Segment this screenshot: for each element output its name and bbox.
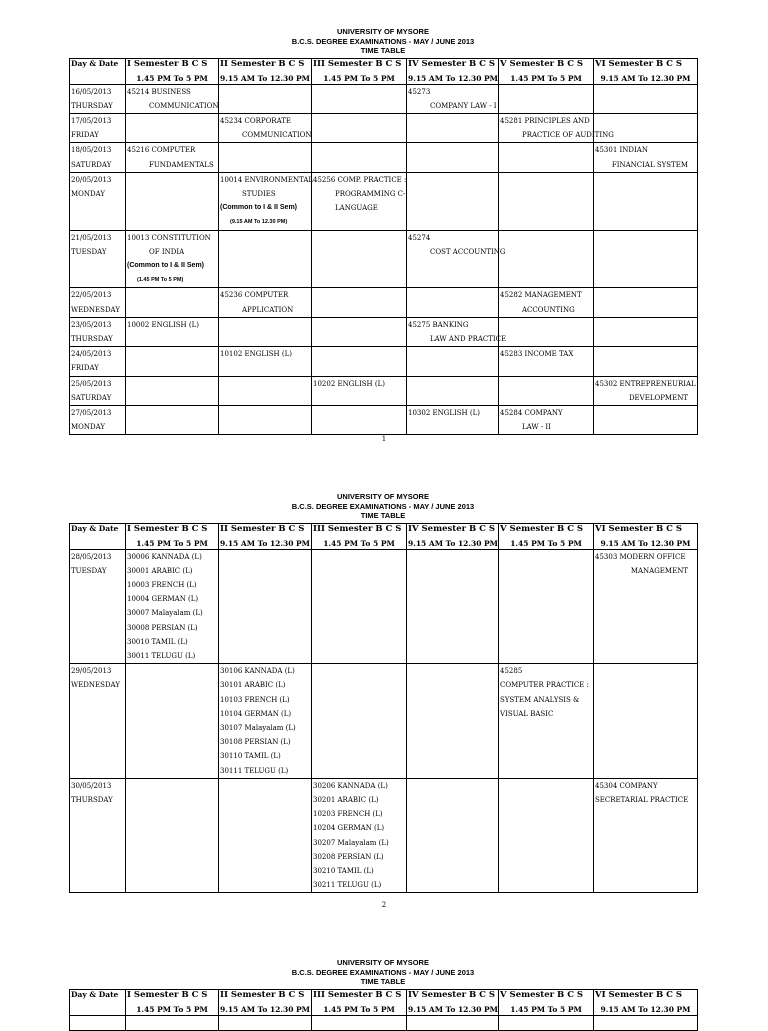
table-body: [70, 1015, 698, 1030]
exam-cell: [312, 405, 407, 434]
exam-cell: [312, 549, 407, 664]
timetable-page-3: [69, 958, 697, 1031]
exam-cell: [219, 317, 312, 346]
exam-line: 10003 FRENCH (L): [127, 580, 197, 589]
exam-line: 30111 TELUGU (L): [220, 766, 289, 775]
exam-line: 45304 COMPANY: [595, 781, 658, 790]
semester-time: 1.45 PM To 5 PM: [136, 538, 208, 548]
exam-cell: [126, 317, 219, 346]
exam-line: PROGRAMMING C-: [335, 189, 406, 198]
day-date-cell: [70, 113, 126, 142]
exam-line: 30106 KANNADA (L): [220, 667, 295, 676]
exam-cell: [219, 113, 312, 142]
exam-cell: [126, 230, 219, 288]
exam-cell: [126, 143, 219, 172]
exam-cell: [219, 1015, 312, 1030]
exam-cell: [219, 288, 312, 317]
exam-date: 25/05/2013: [71, 379, 112, 388]
table-row: [70, 376, 698, 405]
semester-time: 9.15 AM To 12.30 PM: [600, 538, 691, 548]
semester-header: [219, 58, 312, 84]
timetable: [69, 989, 698, 1031]
exam-day: MONDAY: [71, 189, 106, 198]
exam-cell: [312, 230, 407, 288]
day-date-header: Day & Date: [70, 989, 126, 1015]
exam-line: STUDIES: [242, 189, 276, 198]
exam-line: 45214 BUSINESS: [127, 87, 191, 96]
exam-cell: [407, 664, 499, 779]
exam-line: MANAGEMENT: [630, 566, 688, 575]
exam-cell: [219, 143, 312, 172]
exam-cell: [312, 778, 407, 893]
exam-cell: [126, 1015, 219, 1030]
exam-line: PRACTICE OF AUDITING: [522, 131, 614, 140]
exam-line: 45303 MODERN OFFICE: [595, 552, 686, 561]
exam-line: 45216 COMPUTER: [127, 146, 196, 155]
exam-line: DEVELOPMENT: [628, 393, 688, 402]
exam-date: 17/05/2013: [71, 116, 112, 125]
exam-line: COMMUNICATION: [242, 131, 312, 140]
exam-title: B.C.S. DEGREE EXAMINATIONS - MAY / JUNE 2013: [291, 967, 475, 977]
exam-cell: [126, 778, 219, 893]
exam-cell: [499, 84, 594, 113]
semester-time: 1.45 PM To 5 PM: [323, 538, 395, 548]
semester-name: III Semester B C S: [313, 58, 402, 69]
semester-header: [594, 989, 698, 1015]
table-row: [70, 172, 698, 230]
exam-cell: [126, 376, 219, 405]
university-title: UNIVERSITY OF MYSORE: [337, 958, 429, 967]
exam-line: 30008 PERSIAN (L): [127, 623, 198, 632]
table-row: [70, 230, 698, 288]
exam-line: 30206 KANNADA (L): [313, 781, 388, 790]
table-row: [70, 1015, 698, 1030]
exam-cell: [594, 405, 698, 434]
exam-cell: [312, 143, 407, 172]
exam-line: APPLICATION: [242, 305, 294, 314]
exam-date: 29/05/2013: [71, 667, 112, 676]
exam-cell: [312, 172, 407, 230]
semester-header: [126, 523, 219, 549]
exam-line: 45284 COMPANY: [500, 408, 563, 417]
exam-line: 45256 COMP. PRACTICE :: [313, 175, 407, 184]
exam-line: 10203 FRENCH (L): [313, 810, 383, 819]
day-date-cell: [70, 172, 126, 230]
semester-time: 9.15 AM To 12.30 PM: [220, 1004, 310, 1014]
exam-line: SYSTEM ANALYSIS &: [500, 695, 580, 704]
exam-cell: [312, 84, 407, 113]
exam-line: 10014 ENVIRONMENTAL: [220, 175, 314, 184]
exam-cell: [219, 778, 312, 893]
exam-cell: [126, 288, 219, 317]
day-date-cell: [70, 317, 126, 346]
semester-name: V Semester B C S: [500, 989, 584, 1000]
table-row: [70, 288, 698, 317]
exam-cell: [407, 347, 499, 376]
exam-day: TUESDAY: [71, 247, 107, 256]
exam-cell: [126, 405, 219, 434]
day-date-cell: [70, 143, 126, 172]
timetable-page-2: [69, 492, 697, 893]
exam-cell: [219, 84, 312, 113]
university-title: UNIVERSITY OF MYSORE: [337, 27, 429, 36]
exam-line: VISUAL BASIC: [500, 709, 554, 718]
exam-cell: [499, 405, 594, 434]
exam-cell: [407, 1015, 499, 1030]
exam-cell: [499, 230, 594, 288]
table-header-row: [70, 523, 698, 549]
semester-time: 1.45 PM To 5 PM: [323, 1004, 395, 1014]
day-date-cell: [70, 230, 126, 288]
exam-cell: [594, 143, 698, 172]
exam-line: 30108 PERSIAN (L): [220, 738, 291, 747]
day-date-cell: [70, 664, 126, 779]
exam-line: COMMUNICATION: [149, 101, 219, 110]
exam-cell: [219, 549, 312, 664]
semester-header: [312, 523, 407, 549]
table-body: [70, 84, 698, 435]
exam-line: 10002 ENGLISH (L): [127, 320, 199, 329]
exam-line: 30110 TAMIL (L): [220, 752, 281, 761]
page-number: 2: [381, 901, 387, 909]
exam-line: 45283 INCOME TAX: [500, 350, 574, 359]
exam-cell: [219, 376, 312, 405]
table-header-row: [70, 989, 698, 1015]
exam-cell: [594, 1015, 698, 1030]
exam-cell: [499, 172, 594, 230]
exam-cell: [594, 376, 698, 405]
exam-cell: [594, 317, 698, 346]
semester-name: VI Semester B C S: [595, 58, 683, 69]
semester-header: [407, 523, 499, 549]
exam-line: 10013 CONSTITUTION: [127, 233, 211, 242]
exam-day: THURSDAY: [71, 101, 113, 110]
exam-line: 30011 TELUGU (L): [127, 651, 196, 660]
table-row: [70, 113, 698, 142]
exam-line: 45274: [408, 233, 431, 242]
semester-time: 1.45 PM To 5 PM: [323, 73, 395, 83]
exam-cell: [407, 84, 499, 113]
table-row: [70, 347, 698, 376]
exam-line: (Common to I & II Sem): [220, 204, 297, 212]
exam-day: THURSDAY: [71, 334, 113, 343]
exam-line: LAW AND PRACTICE: [430, 334, 507, 343]
table-row: [70, 84, 698, 113]
exam-line: 10102 ENGLISH (L): [220, 350, 292, 359]
exam-day: MONDAY: [71, 423, 106, 432]
exam-line: SECRETARIAL PRACTICE: [595, 795, 689, 804]
exam-line: 10104 GERMAN (L): [220, 709, 292, 718]
page-header: [69, 27, 697, 56]
exam-cell: [312, 347, 407, 376]
day-date-cell: [70, 84, 126, 113]
exam-cell: [407, 405, 499, 434]
exam-cell: [126, 549, 219, 664]
semester-header: [219, 989, 312, 1015]
exam-day: THURSDAY: [71, 795, 113, 804]
exam-cell: [70, 1015, 126, 1030]
exam-day: WEDNESDAY: [71, 305, 120, 314]
exam-cell: [594, 664, 698, 779]
exam-line: 45281 PRINCIPLES AND: [500, 116, 590, 125]
timetable-title: TIME TABLE: [360, 46, 406, 55]
exam-cell: [499, 664, 594, 779]
semester-header: [312, 58, 407, 84]
exam-day: FRIDAY: [71, 364, 99, 373]
semester-name: III Semester B C S: [313, 989, 402, 1000]
exam-cell: [499, 288, 594, 317]
exam-cell: [594, 288, 698, 317]
timetable-title: TIME TABLE: [360, 977, 406, 986]
exam-line: OF INDIA: [149, 247, 185, 256]
table-row: [70, 405, 698, 434]
exam-cell: [312, 113, 407, 142]
semester-name: VI Semester B C S: [595, 523, 683, 534]
exam-date: 23/05/2013: [71, 320, 112, 329]
page-number: 1: [381, 435, 387, 443]
exam-cell: [499, 549, 594, 664]
semester-time: 1.45 PM To 5 PM: [136, 73, 208, 83]
university-title: UNIVERSITY OF MYSORE: [337, 492, 429, 501]
exam-line: 45302 ENTREPRENEURIAL: [595, 379, 696, 388]
exam-day: WEDNESDAY: [71, 681, 120, 690]
exam-day: SATURDAY: [71, 160, 112, 169]
exam-line: 30201 ARABIC (L): [313, 795, 379, 804]
exam-line: FUNDAMENTALS: [149, 160, 214, 169]
exam-line: 30007 Malayalam (L): [127, 609, 203, 618]
exam-cell: [219, 230, 312, 288]
semester-header: [594, 523, 698, 549]
exam-cell: [407, 143, 499, 172]
timetable-page-1: [69, 27, 697, 435]
exam-line: 30210 TAMIL (L): [313, 866, 374, 875]
exam-cell: [407, 376, 499, 405]
exam-line: (9.15 AM To 12.30 PM): [230, 219, 288, 226]
semester-name: I Semester B C S: [127, 58, 208, 69]
table-row: [70, 778, 698, 893]
semester-time: 1.45 PM To 5 PM: [510, 538, 582, 548]
exam-cell: [312, 288, 407, 317]
day-date-cell: [70, 405, 126, 434]
exam-date: 18/05/2013: [71, 146, 112, 155]
exam-line: 30010 TAMIL (L): [127, 637, 188, 646]
exam-cell: [499, 317, 594, 346]
exam-line: 30211 TELUGU (L): [313, 881, 382, 890]
exam-cell: [594, 84, 698, 113]
exam-line: 45282 MANAGEMENT: [500, 291, 582, 300]
exam-cell: [594, 230, 698, 288]
exam-line: 30006 KANNADA (L): [127, 552, 202, 561]
exam-line: FINANCIAL SYSTEM: [611, 160, 688, 169]
exam-line: 45285: [500, 667, 523, 676]
semester-time: 9.15 AM To 12.30 PM: [220, 538, 310, 548]
semester-name: I Semester B C S: [127, 523, 208, 534]
semester-name: II Semester B C S: [220, 523, 305, 534]
exam-date: 22/05/2013: [71, 291, 112, 300]
semester-name: VI Semester B C S: [595, 989, 683, 1000]
semester-time: 9.15 AM To 12.30 PM: [600, 73, 691, 83]
exam-cell: [407, 172, 499, 230]
exam-cell: [312, 1015, 407, 1030]
semester-header: [499, 58, 594, 84]
exam-cell: [312, 317, 407, 346]
exam-line: 45273: [408, 87, 431, 96]
exam-cell: [312, 664, 407, 779]
exam-line: 45275 BANKING: [408, 320, 469, 329]
exam-cell: [499, 1015, 594, 1030]
semester-name: III Semester B C S: [313, 523, 402, 534]
timetable: [69, 58, 698, 436]
exam-line: (Common to I & II Sem): [127, 261, 204, 269]
page-header: [69, 492, 697, 521]
exam-cell: [594, 778, 698, 893]
exam-line: 45301 INDIAN: [595, 146, 648, 155]
semester-time: 1.45 PM To 5 PM: [510, 73, 582, 83]
semester-time: 9.15 AM To 12.30 PM: [408, 73, 498, 83]
exam-line: 30001 ARABIC (L): [127, 566, 193, 575]
timetable: [69, 523, 698, 894]
semester-header: [126, 989, 219, 1015]
semester-name: IV Semester B C S: [408, 523, 496, 534]
semester-header: [312, 989, 407, 1015]
exam-date: 24/05/2013: [71, 350, 112, 359]
semester-name: IV Semester B C S: [408, 58, 496, 69]
day-date-header: Day & Date: [70, 58, 126, 84]
exam-line: 45234 CORPORATE: [220, 116, 292, 125]
semester-name: II Semester B C S: [220, 989, 305, 1000]
day-date-cell: [70, 376, 126, 405]
semester-header: [594, 58, 698, 84]
exam-line: 30207 Malayalam (L): [313, 838, 389, 847]
timetable-title: TIME TABLE: [360, 511, 406, 520]
table-row: [70, 143, 698, 172]
exam-cell: [219, 405, 312, 434]
exam-date: 28/05/2013: [71, 552, 112, 561]
exam-day: SATURDAY: [71, 393, 112, 402]
exam-date: 16/05/2013: [71, 87, 112, 96]
exam-cell: [126, 664, 219, 779]
exam-line: ACCOUNTING: [522, 305, 575, 314]
exam-line: (1.45 PM To 5 PM): [137, 277, 184, 284]
exam-title: B.C.S. DEGREE EXAMINATIONS - MAY / JUNE 2013: [291, 501, 475, 511]
exam-cell: [407, 230, 506, 288]
exam-cell: [594, 172, 698, 230]
semester-name: I Semester B C S: [127, 989, 208, 1000]
exam-cell: [126, 172, 219, 230]
page-header: [69, 958, 697, 987]
table-row: [70, 317, 698, 346]
exam-cell: [407, 288, 499, 317]
exam-cell: [407, 778, 499, 893]
exam-cell: [499, 347, 594, 376]
semester-header: [499, 523, 594, 549]
semester-header: [219, 523, 312, 549]
exam-cell: [219, 172, 312, 230]
semester-header: [407, 989, 499, 1015]
day-date-header: Day & Date: [70, 523, 126, 549]
exam-cell: [594, 549, 698, 664]
exam-line: COMPANY LAW - I: [430, 101, 497, 110]
exam-cell: [219, 347, 312, 376]
exam-cell: [407, 549, 499, 664]
day-date-cell: [70, 347, 126, 376]
exam-cell: [312, 376, 407, 405]
semester-time: 9.15 AM To 12.30 PM: [408, 1004, 498, 1014]
table-body: [70, 549, 698, 893]
exam-cell: [407, 317, 507, 346]
exam-cell: [499, 778, 594, 893]
exam-cell: [126, 347, 219, 376]
exam-cell: [126, 113, 219, 142]
semester-name: II Semester B C S: [220, 58, 305, 69]
exam-date: 21/05/2013: [71, 233, 112, 242]
exam-date: 20/05/2013: [71, 175, 112, 184]
semester-time: 9.15 AM To 12.30 PM: [408, 538, 498, 548]
exam-line: COST ACCOUNTING: [430, 247, 506, 256]
exam-line: 10103 FRENCH (L): [220, 695, 290, 704]
exam-title: B.C.S. DEGREE EXAMINATIONS - MAY / JUNE 2013: [291, 36, 475, 46]
exam-day: FRIDAY: [71, 131, 99, 140]
semester-time: 9.15 AM To 12.30 PM: [220, 73, 310, 83]
exam-line: 10302 ENGLISH (L): [408, 408, 480, 417]
day-date-cell: [70, 778, 126, 893]
exam-line: 30101 ARABIC (L): [220, 681, 286, 690]
exam-line: COMPUTER PRACTICE :: [500, 681, 589, 690]
exam-line: 10204 GERMAN (L): [313, 824, 385, 833]
semester-name: V Semester B C S: [500, 58, 584, 69]
exam-day: TUESDAY: [71, 566, 107, 575]
semester-time: 1.45 PM To 5 PM: [136, 1004, 208, 1014]
semester-time: 9.15 AM To 12.30 PM: [600, 1004, 691, 1014]
exam-line: 10004 GERMAN (L): [127, 595, 199, 604]
exam-cell: [499, 113, 614, 142]
table-row: [70, 549, 698, 664]
table-row: [70, 664, 698, 779]
semester-header: [126, 58, 219, 84]
exam-cell: [219, 664, 312, 779]
day-date-cell: [70, 288, 126, 317]
exam-line: 45236 COMPUTER: [220, 291, 289, 300]
semester-time: 1.45 PM To 5 PM: [510, 1004, 582, 1014]
semester-name: IV Semester B C S: [408, 989, 496, 1000]
exam-date: 27/05/2013: [71, 408, 112, 417]
exam-cell: [126, 84, 219, 113]
exam-cell: [594, 347, 698, 376]
exam-line: 30208 PERSIAN (L): [313, 852, 384, 861]
table-header-row: [70, 58, 698, 84]
exam-line: 30107 Malayalam (L): [220, 723, 296, 732]
semester-header: [407, 58, 499, 84]
semester-name: V Semester B C S: [500, 523, 584, 534]
exam-line: LANGUAGE: [335, 204, 378, 213]
day-date-cell: [70, 549, 126, 664]
exam-cell: [499, 143, 594, 172]
exam-date: 30/05/2013: [71, 781, 112, 790]
exam-line: LAW - II: [522, 423, 551, 432]
semester-header: [499, 989, 594, 1015]
exam-line: 10202 ENGLISH (L): [313, 379, 385, 388]
exam-cell: [499, 376, 594, 405]
exam-cell: [407, 113, 499, 142]
